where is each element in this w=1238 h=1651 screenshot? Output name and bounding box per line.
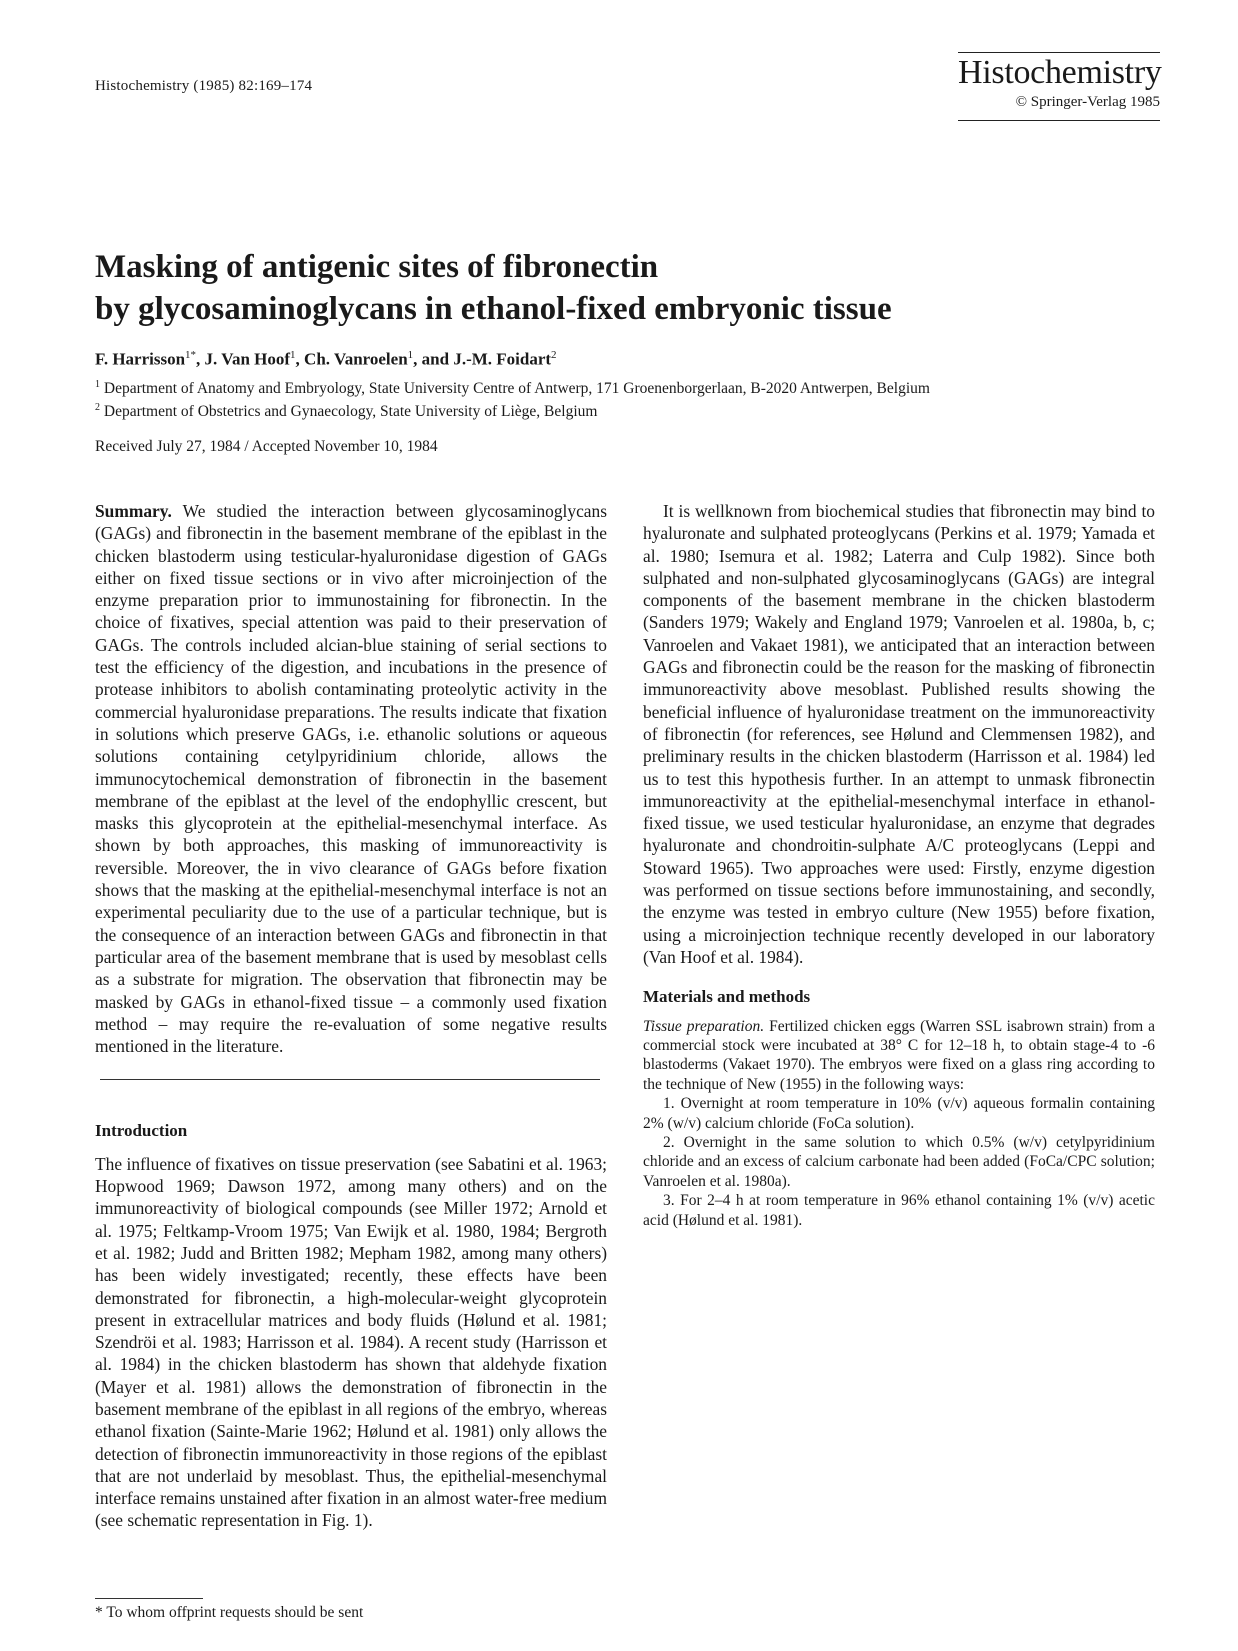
affiliation-mark: 2 — [95, 402, 100, 414]
author-name: , and J.-M. Foidart — [413, 349, 552, 369]
received-dates: Received July 27, 1984 / Accepted November 10, 1984 — [95, 438, 438, 455]
masthead-journal-name: Histochemistry — [958, 54, 1162, 91]
author-name: F. Harrisson — [95, 349, 186, 369]
masthead-rule-bottom — [958, 120, 1160, 121]
introduction-paragraph-2: It is wellknown from biochemical studies that fibronectin may bind to hyaluronate and sulphated proteoglycans (Perkins et al. 1979; Yamada et al. 1980; Isemura et al. 1982; Laterra and Culp 1982). Since both sulphated and non-sulphated glycosaminoglycans (GAGs) are integral components of the basement membrane in the chicken blastoderm (Sanders 1979; Wakely and England 1979; Vanroelen et al. 1980a, b, c; Vanroelen and Vakaet 1981), we anticipated that an interaction between GAGs and fibronectin could be the reason for the masking of fibronectin immunoreactivity above mesoblast. Published results showing the beneficial influence of hyaluronidase treatment on the immunoreactivity of fibronectin (for references, see Hølund and Clemmensen 1982), and preliminary results in the chicken blastoderm (Harrisson et al. 1984) led us to test this hypothesis further. In an attempt to unmask fibronectin immunoreactivity at the epithelial-mesenchymal interface in ethanol-fixed tissue, we used testicular hyaluronidase, an enzyme that degrades hyaluronate and chondroitin-sulphate A/C proteoglycans (Leppi and Stoward 1965). Two approaches were used: Firstly, enzyme digestion was performed on tissue sections before immunostaining, and secondly, the enzyme was tested in embryo culture (New 1955) before fixation, using a microinjection technique recently developed in our laboratory (Van Hoof et al. 1984). — [643, 501, 1155, 967]
summary-paragraph — [95, 500, 607, 1057]
right-column — [643, 500, 1155, 1230]
author-affil-mark: 1* — [185, 349, 197, 361]
footnote-rule — [95, 1598, 203, 1599]
tissue-preparation-paragraph — [643, 1017, 1155, 1095]
author-name: , J. Van Hoof — [196, 349, 291, 369]
title-line: by glycosaminoglycans in ethanol-fixed embryonic tissue — [95, 291, 892, 327]
affiliation-line — [95, 375, 930, 398]
fixation-item-1: 1. Overnight at room temperature in 10% (v/v) aqueous formalin containing 2% (w/v) calcium chloride (FoCa solution). — [643, 1095, 1155, 1132]
introduction-paragraph-1: The influence of fixatives on tissue preservation (see Sabatini et al. 1963; Hopwood 1969; Dawson 1972, among many others) and on the immunoreactivity of biological compounds (see Miller 1972; Arnold et al. 1975; Feltkamp-Vroom 1975; Van Ewijk et al. 1980, 1984; Bergroth et al. 1982; Judd and Britten 1982; Mepham 1982, among many others) has been widely investigated; recently, these effects have been demonstrated for fibronectin, a high-molecular-weight glycoprotein present in extracellular matrices and body fluids (Hølund et al. 1981; Szendröi et al. 1983; Harrisson et al. 1984). A recent study (Harrisson et al. 1984) in the chicken blastoderm has shown that aldehyde fixation (Mayer et al. 1981) allows the demonstration of fibronectin in the basement membrane of the epiblast in all regions of the embryo, whereas ethanol fixation (Sainte-Marie 1962; Hølund et al. 1981) only allows the detection of fibronectin immunoreactivity in those regions of the epiblast that are not underlaid by mesoblast. Thus, the epithelial-mesenchymal interface remains unstained after fixation in an almost water-free medium (see schematic representation in Fig. 1). — [95, 1153, 607, 1531]
section-separator — [100, 1079, 600, 1080]
affiliation-text: Department of Anatomy and Embryology, State University Centre of Antwerp, 171 Groenenborgerlaan, B-2020 Antwerpen, Belgium — [100, 380, 930, 398]
author-affil-mark: 2 — [551, 349, 557, 361]
journal-reference: Histochemistry (1985) 82:169–174 — [95, 78, 313, 94]
introduction-heading: Introduction — [95, 1121, 188, 1141]
author-affil-mark: 1 — [407, 349, 414, 361]
left-column — [95, 500, 607, 1532]
tissue-preparation-text: Fertilized chicken eggs (Warren SSL isabrown strain) from a commercial stock were incubated at 38° C for 12–18 h, to obtain stage-4 to -6 blastoderms (Vakaet 1970). The embryos were fixed on a glass ring according to the technique of New (1955) in the following ways: — [643, 1017, 1156, 1093]
author-name: , Ch. Vanroelen — [295, 349, 408, 369]
journal-masthead — [958, 52, 1160, 121]
fixation-item-2: 2. Overnight in the same solution to which 0.5% (w/v) cetylpyridinium chloride and an excess of calcium carbonate had been added (FoCa/CPC solution; Vanroelen et al. 1980a). — [643, 1133, 1155, 1190]
summary-text: We studied the interaction between glycosaminoglycans (GAGs) and fibronectin in the basement membrane of the epiblast in the chicken blastoderm using testicular-hyaluronidase digestion of GAGs either on fixed tissue sections or in vivo after microinjection of the enzyme preparation prior to immunostaining for fibronectin. In the choice of fixatives, special attention was paid to their preservation of GAGs. The controls included alcian-blue staining of serial sections to test the efficiency of the digestion, and incubations in the presence of protease inhibitors to abolish contaminating proteolytic activity in the commercial hyaluronidase preparations. The results indicate that fixation in solutions which preserve GAGs, i.e. ethanolic solutions or aqueous solutions containing cetylpyridinium chloride, allows the immunocytochemical demonstration of fibronectin in the basement membrane of the epiblast at the level of the endophyllic crescent, but masks this glycoprotein at the epithelial-mesenchymal interface. As shown by both approaches, this masking of immunoreactivity is reversible. Moreover, the in vivo clearance of GAGs before fixation shows that the masking at the epithelial-mesenchymal interface is not an experimental peculiarity due to the use of a particular technique, but is the consequence of an interaction between GAGs and fibronectin in that particular area of the basement membrane that is used by mesoblast cells as a substrate for migration. The observation that fibronectin may be masked by GAGs in ethanol-fixed tissue – a commonly used fixation method – may require the re-evaluation of some negative results mentioned in the literature. — [95, 501, 607, 1057]
article-title — [95, 246, 1175, 330]
affiliation-text: Department of Obstetrics and Gynaecology, State University of Liège, Belgium — [100, 403, 598, 421]
fixation-item-3: 3. For 2–4 h at room temperature in 96% ethanol containing 1% (v/v) acetic acid (Hølund et al. 1981). — [643, 1192, 1155, 1229]
author-affil-mark: 1 — [290, 349, 296, 361]
affiliation-mark: 1 — [95, 379, 100, 390]
author-list — [95, 349, 557, 370]
footnote: * To whom offprint requests should be sent — [95, 1604, 364, 1621]
affiliation-line — [95, 398, 930, 421]
title-line: Masking of antigenic sites of fibronectin — [95, 249, 659, 285]
tissue-preparation-label: Tissue preparation. — [643, 1017, 765, 1035]
masthead-publisher: © Springer-Verlag 1985 — [1015, 94, 1160, 110]
methods-heading: Materials and methods — [643, 987, 811, 1007]
masthead-rule-top — [958, 52, 1160, 53]
summary-label: Summary. — [95, 501, 172, 521]
affiliations — [95, 375, 930, 421]
